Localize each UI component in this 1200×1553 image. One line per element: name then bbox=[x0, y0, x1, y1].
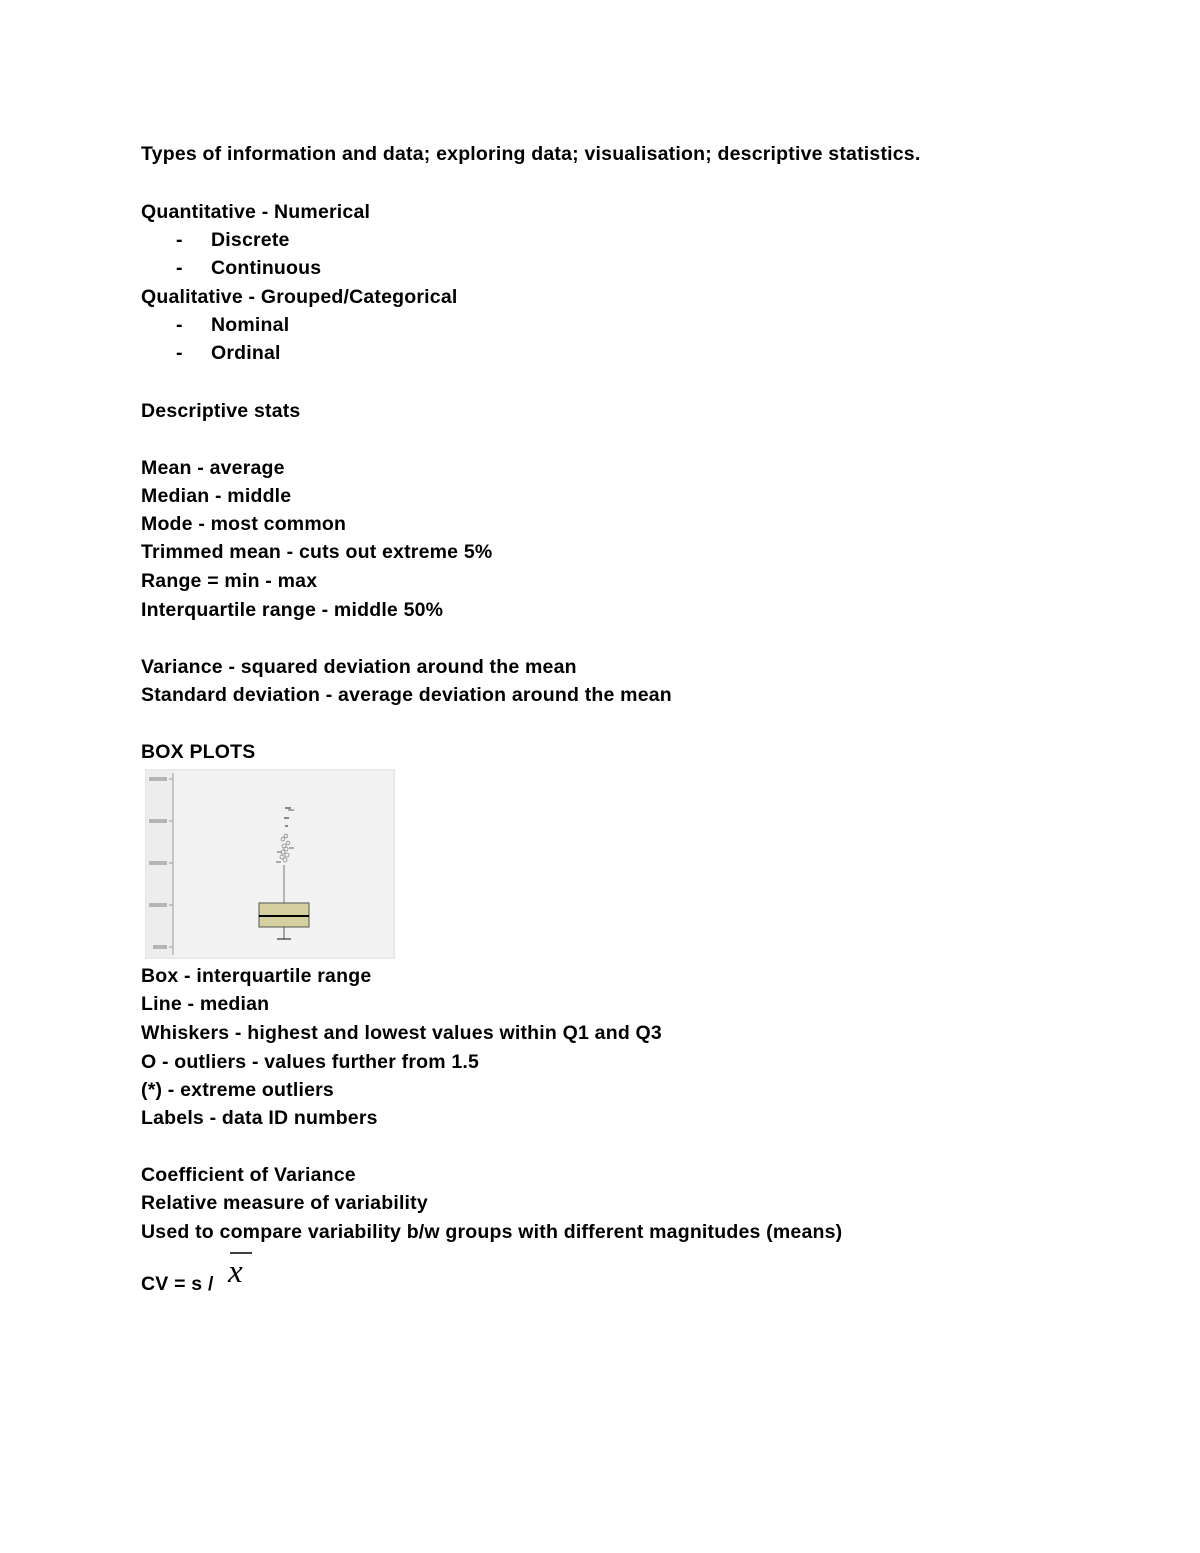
y-tick-label bbox=[149, 819, 167, 823]
text-line: Line - median bbox=[141, 993, 270, 1015]
text-line: Range = min - max bbox=[141, 570, 318, 592]
bullet-marker: - bbox=[176, 257, 183, 279]
text-line: Coefficient of Variance bbox=[141, 1164, 356, 1186]
page-heading: Types of information and data; exploring data; visualisation; descriptive statistics. bbox=[141, 143, 921, 165]
plot-area bbox=[173, 771, 393, 957]
text-line: Trimmed mean - cuts out extreme 5% bbox=[141, 541, 493, 563]
extreme-outlier-marker bbox=[285, 825, 288, 827]
list-item: Ordinal bbox=[211, 342, 281, 364]
text-line: Whiskers - highest and lowest values within Q1 and Q3 bbox=[141, 1022, 662, 1044]
boxplots-title: BOX PLOTS bbox=[141, 741, 256, 763]
text-line: Relative measure of variability bbox=[141, 1192, 428, 1214]
y-tick-label bbox=[149, 777, 167, 781]
extreme-outlier-marker bbox=[285, 807, 291, 809]
descriptive-title: Descriptive stats bbox=[141, 400, 301, 422]
text-line: Mode - most common bbox=[141, 513, 347, 535]
text-line: Box - interquartile range bbox=[141, 965, 372, 987]
cv-formula: CV = s / bbox=[141, 1273, 214, 1295]
text-line: Median - middle bbox=[141, 485, 292, 507]
y-tick-label bbox=[153, 945, 167, 949]
text-line: Used to compare variability b/w groups with different magnitudes (means) bbox=[141, 1221, 843, 1243]
text-line: (*) - extreme outliers bbox=[141, 1079, 334, 1101]
y-tick-label bbox=[149, 903, 167, 907]
boxplot-figure bbox=[145, 769, 395, 959]
y-tick-label bbox=[149, 861, 167, 865]
text-line: O - outliers - values further from 1.5 bbox=[141, 1051, 480, 1073]
text-line: Standard deviation - average deviation around the mean bbox=[141, 684, 672, 706]
outlier-label bbox=[276, 861, 281, 863]
x-bar-letter: x bbox=[228, 1254, 243, 1290]
quantitative-label: Quantitative - Numerical bbox=[141, 201, 371, 223]
text-line: Interquartile range - middle 50% bbox=[141, 599, 444, 621]
extreme-outlier-marker bbox=[284, 817, 289, 819]
outlier-label bbox=[289, 847, 294, 849]
outlier-label bbox=[277, 851, 282, 853]
bullet-marker: - bbox=[176, 229, 183, 251]
text-line: Labels - data ID numbers bbox=[141, 1107, 378, 1129]
list-item: Continuous bbox=[211, 257, 322, 279]
list-item: Nominal bbox=[211, 314, 290, 336]
qualitative-label: Qualitative - Grouped/Categorical bbox=[141, 286, 458, 308]
bullet-marker: - bbox=[176, 342, 183, 364]
text-line: Variance - squared deviation around the mean bbox=[141, 656, 577, 678]
x-bar-symbol bbox=[224, 1250, 254, 1290]
outlier-label bbox=[288, 809, 294, 811]
bullet-marker: - bbox=[176, 314, 183, 336]
list-item: Discrete bbox=[211, 229, 290, 251]
text-line: Mean - average bbox=[141, 457, 285, 479]
